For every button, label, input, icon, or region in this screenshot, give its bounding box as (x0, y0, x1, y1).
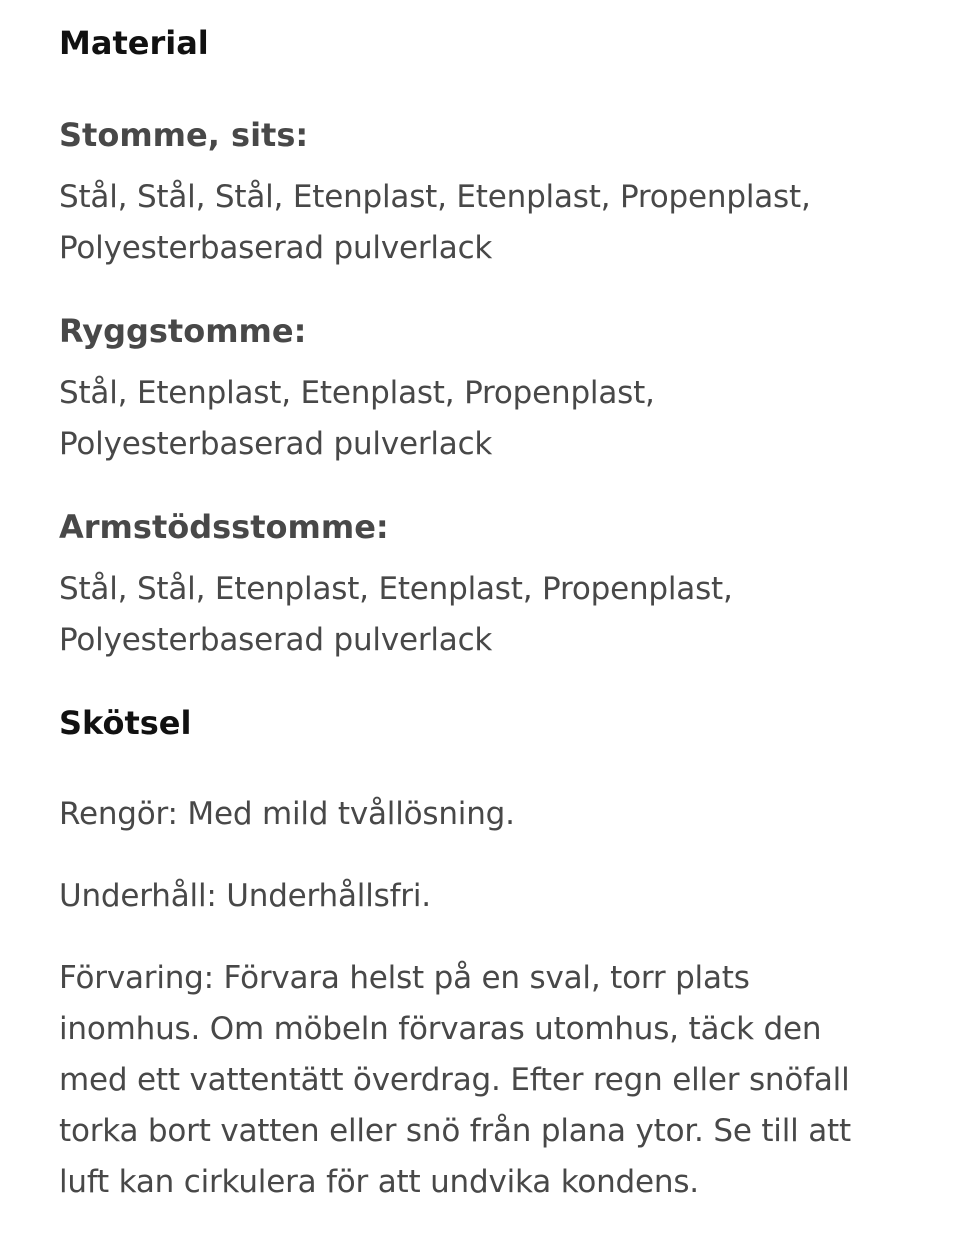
care-clean-text: Rengör: Med mild tvållösning. (59, 796, 515, 832)
text-line: Polyesterbaserad pulverlack (59, 622, 493, 658)
care-storage-text (59, 953, 919, 1208)
text-line: Stål, Stål, Etenplast, Etenplast, Propenplast, (59, 571, 733, 607)
armrest-frame-materials (59, 564, 919, 666)
frame-seat-label: Stomme, sits: (59, 116, 309, 154)
text-line: inomhus. Om möbeln förvaras utomhus, täck den (59, 1011, 822, 1047)
text-line: Förvaring: Förvara helst på en sval, torr plats (59, 960, 750, 996)
text-line: torka bort vatten eller snö från plana ytor. Se till att (59, 1113, 851, 1149)
text-line: luft kan cirkulera för att undvika kondens. (59, 1164, 699, 1200)
text-line: Stål, Etenplast, Etenplast, Propenplast, (59, 375, 655, 411)
text-line: med ett vattentätt överdrag. Efter regn eller snöfall (59, 1062, 850, 1098)
care-heading: Skötsel (59, 704, 192, 742)
text-line: Stål, Stål, Stål, Etenplast, Etenplast, Propenplast, (59, 179, 811, 215)
frame-seat-materials (59, 172, 919, 274)
armrest-frame-label: Armstödsstomme: (59, 508, 389, 546)
back-frame-materials (59, 368, 919, 470)
care-maintenance-text: Underhåll: Underhållsfri. (59, 878, 431, 914)
material-heading: Material (59, 24, 209, 62)
text-line: Polyesterbaserad pulverlack (59, 230, 493, 266)
back-frame-label: Ryggstomme: (59, 312, 307, 350)
text-line: Polyesterbaserad pulverlack (59, 426, 493, 462)
